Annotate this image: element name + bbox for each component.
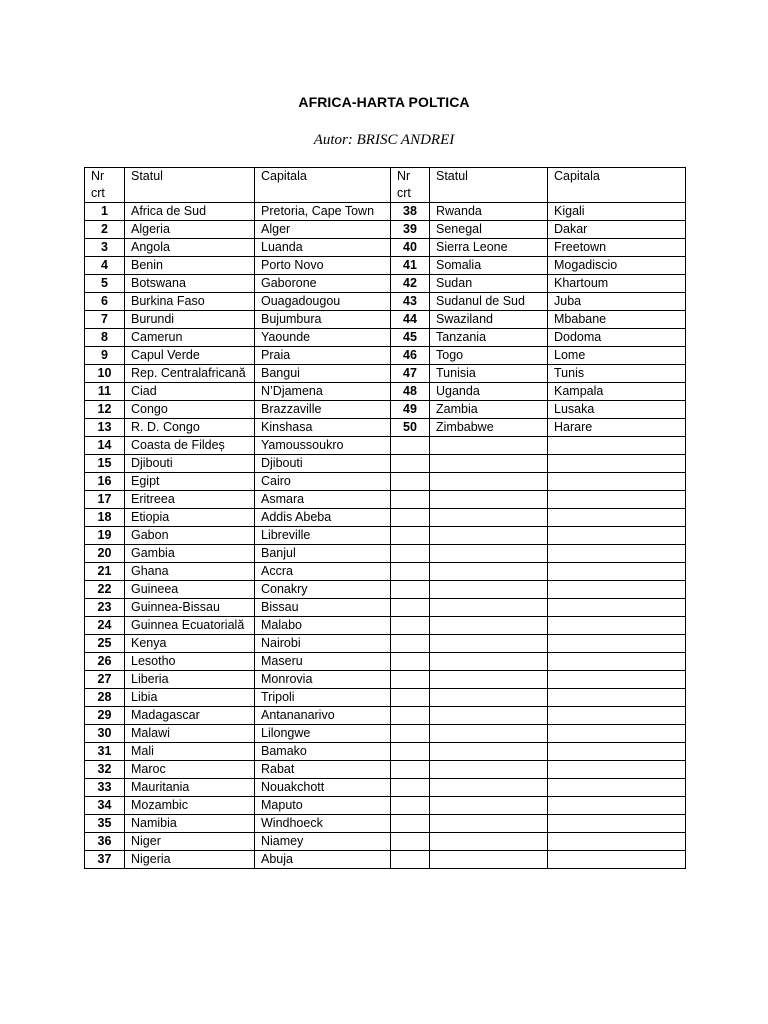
table-row: [85, 509, 686, 527]
table-row: [85, 635, 686, 653]
row-number: 21: [85, 563, 125, 581]
state-name: Kenya: [125, 635, 255, 653]
state-name: Sudanul de Sud: [430, 293, 548, 311]
state-name: Guinnea-Bissau: [125, 599, 255, 617]
table-row: [85, 437, 686, 455]
state-name: Guinnea Ecuatorială: [125, 617, 255, 635]
state-name: Swaziland: [430, 311, 548, 329]
document-title: AFRICA-HARTA POLTICA: [298, 94, 470, 110]
state-name: Algeria: [125, 221, 255, 239]
capital-name: Kigali: [548, 203, 686, 221]
state-name: Mozambic: [125, 797, 255, 815]
empty-cell: [391, 851, 430, 869]
state-name: Angola: [125, 239, 255, 257]
table-row: [85, 329, 686, 347]
empty-cell: [391, 689, 430, 707]
state-name: Niger: [125, 833, 255, 851]
capital-name: Mogadiscio: [548, 257, 686, 275]
empty-cell: [391, 527, 430, 545]
state-name: Somalia: [430, 257, 548, 275]
state-name: Ghana: [125, 563, 255, 581]
capital-name: Antananarivo: [255, 707, 391, 725]
empty-cell: [548, 743, 686, 761]
capital-name: Monrovia: [255, 671, 391, 689]
empty-cell: [430, 545, 548, 563]
empty-cell: [391, 599, 430, 617]
empty-cell: [430, 599, 548, 617]
empty-cell: [548, 725, 686, 743]
state-name: Etiopia: [125, 509, 255, 527]
capital-name: Accra: [255, 563, 391, 581]
header-crt-label: crt: [397, 186, 411, 200]
row-number: 40: [391, 239, 430, 257]
state-name: Nigeria: [125, 851, 255, 869]
empty-cell: [391, 635, 430, 653]
header-capital-left: Capitala: [255, 168, 391, 203]
capital-name: Yamoussoukro: [255, 437, 391, 455]
state-name: Guineea: [125, 581, 255, 599]
row-number: 37: [85, 851, 125, 869]
empty-cell: [430, 581, 548, 599]
empty-cell: [548, 581, 686, 599]
empty-cell: [548, 833, 686, 851]
capital-name: Khartoum: [548, 275, 686, 293]
capital-name: Malabo: [255, 617, 391, 635]
empty-cell: [548, 707, 686, 725]
row-number: 48: [391, 383, 430, 401]
empty-cell: [391, 455, 430, 473]
row-number: 45: [391, 329, 430, 347]
capital-name: Harare: [548, 419, 686, 437]
state-name: Benin: [125, 257, 255, 275]
capital-name: Brazzaville: [255, 401, 391, 419]
capital-name: Dodoma: [548, 329, 686, 347]
header-nr-right: [391, 168, 430, 203]
row-number: 46: [391, 347, 430, 365]
capital-name: Rabat: [255, 761, 391, 779]
empty-cell: [391, 761, 430, 779]
capital-name: Windhoeck: [255, 815, 391, 833]
state-name: Botswana: [125, 275, 255, 293]
row-number: 6: [85, 293, 125, 311]
row-number: 19: [85, 527, 125, 545]
table-row: [85, 347, 686, 365]
table-row: [85, 203, 686, 221]
empty-cell: [391, 707, 430, 725]
empty-cell: [430, 437, 548, 455]
row-number: 32: [85, 761, 125, 779]
table-row: [85, 383, 686, 401]
header-nr-left: [85, 168, 125, 203]
capital-name: Maputo: [255, 797, 391, 815]
row-number: 14: [85, 437, 125, 455]
state-name: Zambia: [430, 401, 548, 419]
capital-name: Dakar: [548, 221, 686, 239]
empty-cell: [548, 851, 686, 869]
empty-cell: [548, 689, 686, 707]
capital-name: Banjul: [255, 545, 391, 563]
state-name: Burkina Faso: [125, 293, 255, 311]
empty-cell: [430, 689, 548, 707]
table-row: [85, 581, 686, 599]
table-row: [85, 563, 686, 581]
empty-cell: [391, 617, 430, 635]
state-name: Egipt: [125, 473, 255, 491]
empty-cell: [391, 545, 430, 563]
row-number: 15: [85, 455, 125, 473]
row-number: 38: [391, 203, 430, 221]
capital-name: Conakry: [255, 581, 391, 599]
empty-cell: [391, 815, 430, 833]
state-name: Rep. Centralafricană: [125, 365, 255, 383]
table-row: [85, 293, 686, 311]
row-number: 10: [85, 365, 125, 383]
capital-name: Lusaka: [548, 401, 686, 419]
empty-cell: [548, 599, 686, 617]
empty-cell: [391, 779, 430, 797]
header-crt-label: crt: [91, 186, 105, 200]
empty-cell: [391, 437, 430, 455]
row-number: 29: [85, 707, 125, 725]
state-name: Coasta de Fildeș: [125, 437, 255, 455]
table-row: [85, 599, 686, 617]
empty-cell: [548, 671, 686, 689]
empty-cell: [391, 653, 430, 671]
row-number: 41: [391, 257, 430, 275]
empty-cell: [391, 725, 430, 743]
header-capital-right: Capitala: [548, 168, 686, 203]
row-number: 22: [85, 581, 125, 599]
state-name: Tanzania: [430, 329, 548, 347]
capital-name: Kinshasa: [255, 419, 391, 437]
capital-name: Abuja: [255, 851, 391, 869]
table-row: [85, 455, 686, 473]
state-name: Mali: [125, 743, 255, 761]
row-number: 43: [391, 293, 430, 311]
state-name: Senegal: [430, 221, 548, 239]
countries-table: [84, 167, 686, 869]
row-number: 7: [85, 311, 125, 329]
state-name: Mauritania: [125, 779, 255, 797]
row-number: 39: [391, 221, 430, 239]
empty-cell: [430, 563, 548, 581]
row-number: 24: [85, 617, 125, 635]
table-row: [85, 743, 686, 761]
row-number: 3: [85, 239, 125, 257]
empty-cell: [430, 491, 548, 509]
row-number: 20: [85, 545, 125, 563]
state-name: Gabon: [125, 527, 255, 545]
empty-cell: [430, 851, 548, 869]
empty-cell: [548, 635, 686, 653]
capital-name: Bujumbura: [255, 311, 391, 329]
empty-cell: [391, 671, 430, 689]
state-name: Tunisia: [430, 365, 548, 383]
table-row: [85, 311, 686, 329]
capital-name: Asmara: [255, 491, 391, 509]
state-name: Sudan: [430, 275, 548, 293]
state-name: Capul Verde: [125, 347, 255, 365]
state-name: Zimbabwe: [430, 419, 548, 437]
state-name: Togo: [430, 347, 548, 365]
table-row: [85, 779, 686, 797]
table-row: [85, 815, 686, 833]
table-row: [85, 851, 686, 869]
empty-cell: [391, 509, 430, 527]
table-row: [85, 491, 686, 509]
capital-name: Alger: [255, 221, 391, 239]
capital-name: Ouagadougou: [255, 293, 391, 311]
row-number: 1: [85, 203, 125, 221]
row-number: 8: [85, 329, 125, 347]
empty-cell: [391, 797, 430, 815]
state-name: Rwanda: [430, 203, 548, 221]
row-number: 4: [85, 257, 125, 275]
empty-cell: [548, 653, 686, 671]
table-row: [85, 239, 686, 257]
state-name: Maroc: [125, 761, 255, 779]
capital-name: Luanda: [255, 239, 391, 257]
table-row: [85, 275, 686, 293]
capital-name: Juba: [548, 293, 686, 311]
row-number: 42: [391, 275, 430, 293]
row-number: 17: [85, 491, 125, 509]
row-number: 16: [85, 473, 125, 491]
row-number: 34: [85, 797, 125, 815]
capital-name: Cairo: [255, 473, 391, 491]
empty-cell: [430, 671, 548, 689]
capital-name: Libreville: [255, 527, 391, 545]
empty-cell: [430, 455, 548, 473]
empty-cell: [548, 455, 686, 473]
row-number: 9: [85, 347, 125, 365]
capital-name: Pretoria, Cape Town: [255, 203, 391, 221]
empty-cell: [548, 797, 686, 815]
empty-cell: [430, 509, 548, 527]
table-header-row: [85, 168, 686, 203]
row-number: 23: [85, 599, 125, 617]
empty-cell: [391, 473, 430, 491]
empty-cell: [548, 761, 686, 779]
empty-cell: [430, 761, 548, 779]
state-name: Burundi: [125, 311, 255, 329]
state-name: R. D. Congo: [125, 419, 255, 437]
state-name: Ciad: [125, 383, 255, 401]
row-number: 11: [85, 383, 125, 401]
capital-name: Nairobi: [255, 635, 391, 653]
empty-cell: [430, 527, 548, 545]
capital-name: Tunis: [548, 365, 686, 383]
state-name: Sierra Leone: [430, 239, 548, 257]
capital-name: Tripoli: [255, 689, 391, 707]
row-number: 12: [85, 401, 125, 419]
state-name: Djibouti: [125, 455, 255, 473]
empty-cell: [430, 653, 548, 671]
header-state-right: Statul: [430, 168, 548, 203]
row-number: 18: [85, 509, 125, 527]
capital-name: Bamako: [255, 743, 391, 761]
state-name: Africa de Sud: [125, 203, 255, 221]
state-name: Madagascar: [125, 707, 255, 725]
table-body: [85, 203, 686, 869]
row-number: 30: [85, 725, 125, 743]
table-row: [85, 671, 686, 689]
capital-name: Praia: [255, 347, 391, 365]
table-row: [85, 653, 686, 671]
capital-name: Mbabane: [548, 311, 686, 329]
row-number: 5: [85, 275, 125, 293]
capital-name: Lome: [548, 347, 686, 365]
capital-name: Yaounde: [255, 329, 391, 347]
table-row: [85, 527, 686, 545]
table-row: [85, 761, 686, 779]
row-number: 27: [85, 671, 125, 689]
state-name: Namibia: [125, 815, 255, 833]
empty-cell: [391, 743, 430, 761]
row-number: 36: [85, 833, 125, 851]
empty-cell: [430, 473, 548, 491]
empty-cell: [430, 779, 548, 797]
table-row: [85, 833, 686, 851]
capital-name: Maseru: [255, 653, 391, 671]
capital-name: Niamey: [255, 833, 391, 851]
empty-cell: [430, 635, 548, 653]
document-author: Autor: BRISC ANDREI: [313, 132, 455, 148]
table-row: [85, 365, 686, 383]
capital-name: Nouakchott: [255, 779, 391, 797]
row-number: 49: [391, 401, 430, 419]
capital-name: Bangui: [255, 365, 391, 383]
capital-name: Porto Novo: [255, 257, 391, 275]
empty-cell: [430, 833, 548, 851]
empty-cell: [548, 491, 686, 509]
empty-cell: [548, 815, 686, 833]
empty-cell: [548, 473, 686, 491]
table-row: [85, 617, 686, 635]
capital-name: Lilongwe: [255, 725, 391, 743]
empty-cell: [430, 797, 548, 815]
capital-name: Bissau: [255, 599, 391, 617]
state-name: Libia: [125, 689, 255, 707]
empty-cell: [430, 815, 548, 833]
empty-cell: [548, 527, 686, 545]
empty-cell: [548, 617, 686, 635]
empty-cell: [548, 779, 686, 797]
capital-name: Djibouti: [255, 455, 391, 473]
row-number: 50: [391, 419, 430, 437]
empty-cell: [391, 581, 430, 599]
header-nr-label: Nr: [397, 169, 411, 183]
state-name: Liberia: [125, 671, 255, 689]
empty-cell: [548, 509, 686, 527]
state-name: Gambia: [125, 545, 255, 563]
table-row: [85, 473, 686, 491]
empty-cell: [391, 833, 430, 851]
empty-cell: [430, 617, 548, 635]
row-number: 35: [85, 815, 125, 833]
empty-cell: [430, 707, 548, 725]
table-row: [85, 707, 686, 725]
empty-cell: [548, 563, 686, 581]
state-name: Camerun: [125, 329, 255, 347]
row-number: 33: [85, 779, 125, 797]
capital-name: Addis Abeba: [255, 509, 391, 527]
table-row: [85, 419, 686, 437]
table-row: [85, 401, 686, 419]
table-row: [85, 725, 686, 743]
state-name: Uganda: [430, 383, 548, 401]
row-number: 25: [85, 635, 125, 653]
row-number: 31: [85, 743, 125, 761]
table-row: [85, 689, 686, 707]
capital-name: Gaborone: [255, 275, 391, 293]
row-number: 26: [85, 653, 125, 671]
empty-cell: [430, 743, 548, 761]
state-name: Eritreea: [125, 491, 255, 509]
empty-cell: [391, 491, 430, 509]
empty-cell: [430, 725, 548, 743]
header-nr-label: Nr: [91, 169, 105, 183]
row-number: 2: [85, 221, 125, 239]
table-row: [85, 221, 686, 239]
state-name: Lesotho: [125, 653, 255, 671]
header-state-left: Statul: [125, 168, 255, 203]
state-name: Congo: [125, 401, 255, 419]
state-name: Malawi: [125, 725, 255, 743]
row-number: 47: [391, 365, 430, 383]
capital-name: N’Djamena: [255, 383, 391, 401]
table-row: [85, 797, 686, 815]
empty-cell: [548, 545, 686, 563]
empty-cell: [391, 563, 430, 581]
row-number: 44: [391, 311, 430, 329]
table-row: [85, 545, 686, 563]
empty-cell: [548, 437, 686, 455]
capital-name: Freetown: [548, 239, 686, 257]
table-row: [85, 257, 686, 275]
row-number: 13: [85, 419, 125, 437]
capital-name: Kampala: [548, 383, 686, 401]
row-number: 28: [85, 689, 125, 707]
